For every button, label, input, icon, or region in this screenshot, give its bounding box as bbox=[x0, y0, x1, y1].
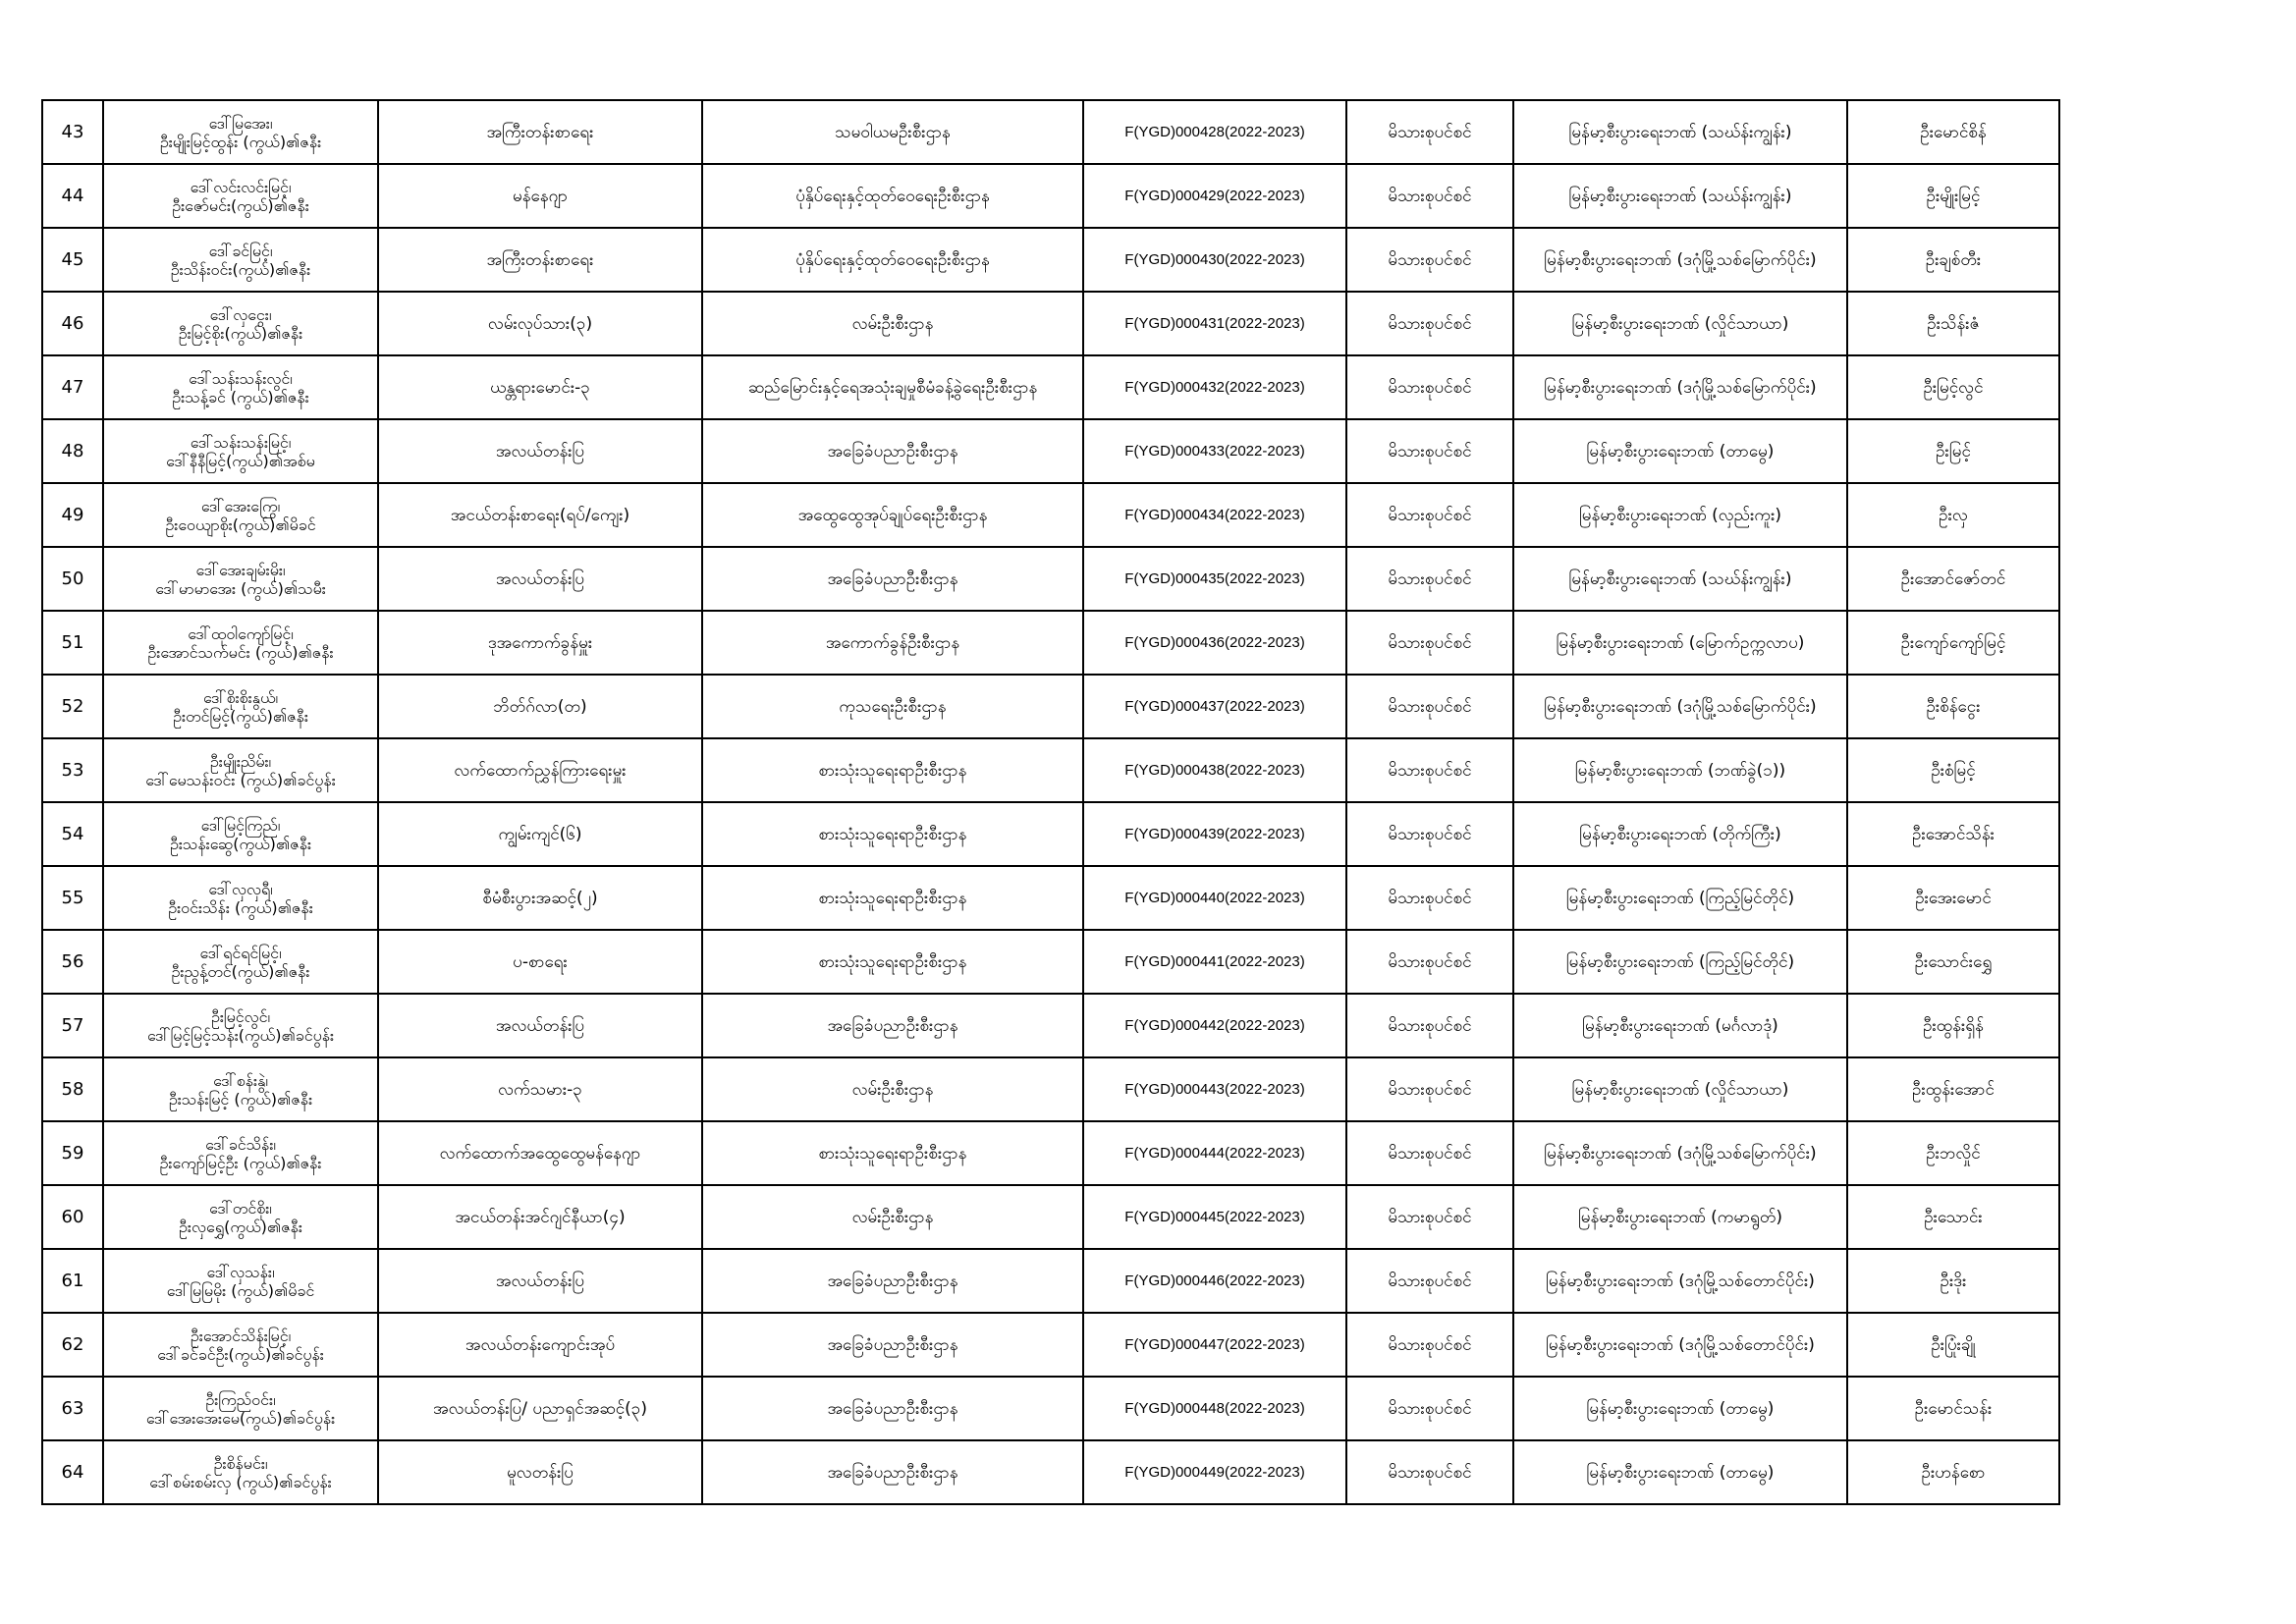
deceased-relation-line: ဒေါ်ခင်ခင်ဦး(ကွယ်)၏ခင်ပွန်း bbox=[157, 1344, 324, 1364]
pension-type-cell: မိသားစုပင်စင် bbox=[1346, 1185, 1513, 1249]
position-cell: အငယ်တန်းစာရေး(ရပ်/ကျေး) bbox=[378, 483, 702, 547]
file-number-cell: F(YGD)000429(2022-2023) bbox=[1083, 164, 1346, 228]
table-row bbox=[42, 228, 2059, 292]
department-cell: အခြေခံပညာဦးစီးဌာန bbox=[702, 1440, 1083, 1504]
pensioner-name-cell bbox=[103, 355, 378, 419]
row-number-cell: 43 bbox=[42, 100, 103, 164]
file-number-cell: F(YGD)000437(2022-2023) bbox=[1083, 675, 1346, 738]
pension-type-cell: မိသားစုပင်စင် bbox=[1346, 738, 1513, 802]
pension-type-cell: မိသားစုပင်စင် bbox=[1346, 292, 1513, 355]
payment-bank-cell: မြန်မာ့စီးပွားရေးဘဏ် (မင်္ဂလာဒုံ) bbox=[1513, 994, 1847, 1057]
pensioner-name-line: ဒေါ်ခင်မြင့်၊ bbox=[208, 241, 273, 260]
position-cell: ယန္တရားမောင်း-၃ bbox=[378, 355, 702, 419]
row-number-cell: 52 bbox=[42, 675, 103, 738]
table-body bbox=[42, 100, 2059, 1504]
pensioner-name-cell bbox=[103, 802, 378, 866]
pension-type-cell: မိသားစုပင်စင် bbox=[1346, 1313, 1513, 1377]
pensioner-name-cell bbox=[103, 419, 378, 483]
guardian-name-cell: ဦးသိန်းဇံ bbox=[1847, 292, 2059, 355]
row-number-cell: 63 bbox=[42, 1377, 103, 1440]
file-number-cell: F(YGD)000446(2022-2023) bbox=[1083, 1249, 1346, 1313]
table-row bbox=[42, 866, 2059, 930]
table-row bbox=[42, 611, 2059, 675]
pensioner-name-line: ဦးကြည်ဝင်း၊ bbox=[205, 1389, 276, 1409]
department-cell: ကုသရေးဦးစီးဌာန bbox=[702, 675, 1083, 738]
table-row bbox=[42, 419, 2059, 483]
pensioner-name-cell bbox=[103, 930, 378, 994]
pensioner-name-line: ဒေါ်ခင်သိန်း၊ bbox=[205, 1134, 276, 1154]
payment-bank-cell: မြန်မာ့စီးပွားရေးဘဏ် (သဃ်န်းကျွန်း) bbox=[1513, 547, 1847, 611]
position-cell: မူလတန်းပြ bbox=[378, 1440, 702, 1504]
pensioner-name-cell bbox=[103, 100, 378, 164]
pensioner-name-line: ဒေါ်စန်းနွဲ၊ bbox=[213, 1070, 268, 1090]
deceased-relation-line: ဒေါ်မြမြမိုး (ကွယ်)၏မိခင် bbox=[166, 1280, 315, 1300]
row-number-cell: 55 bbox=[42, 866, 103, 930]
file-number-cell: F(YGD)000438(2022-2023) bbox=[1083, 738, 1346, 802]
pensioner-name-line: ဒေါ်ရင်ရင်မြင့်၊ bbox=[199, 943, 282, 962]
position-cell: လမ်းလုပ်သား(၃) bbox=[378, 292, 702, 355]
deceased-relation-line: ဦးသိန်းဝင်း(ကွယ်)၏ဇနီး bbox=[170, 259, 311, 279]
pensioner-name-cell bbox=[103, 611, 378, 675]
payment-bank-cell: မြန်မာ့စီးပွားရေးဘဏ် (တာမွေ) bbox=[1513, 1377, 1847, 1440]
pensioner-name-line: ဒေါ်ထုဝါကျော်မြင့်၊ bbox=[188, 623, 294, 643]
pensioner-name-line: ဒေါ်မြင့်ကြည်၊ bbox=[200, 815, 281, 835]
row-number-cell: 47 bbox=[42, 355, 103, 419]
row-number-cell: 62 bbox=[42, 1313, 103, 1377]
deceased-relation-line: ဦးသန့်ခင် (ကွယ်)၏ဇနီး bbox=[172, 387, 309, 406]
department-cell: လမ်းဦးစီးဌာန bbox=[702, 292, 1083, 355]
pensioner-name-line: ဒေါ်လှလှရီ၊ bbox=[208, 879, 273, 898]
pensioner-name-cell bbox=[103, 1440, 378, 1504]
file-number-cell: F(YGD)000449(2022-2023) bbox=[1083, 1440, 1346, 1504]
file-number-cell: F(YGD)000448(2022-2023) bbox=[1083, 1377, 1346, 1440]
pensioner-name-line: ဦးအောင်သိန်းမြင့်၊ bbox=[190, 1326, 292, 1345]
deceased-relation-line: ဦးလှရွှေ(ကွယ်)၏ဇနီး bbox=[179, 1217, 302, 1236]
guardian-name-cell: ဦးမောင်စိန် bbox=[1847, 100, 2059, 164]
pensioner-name-cell bbox=[103, 1377, 378, 1440]
pensioner-name-cell bbox=[103, 866, 378, 930]
file-number-cell: F(YGD)000441(2022-2023) bbox=[1083, 930, 1346, 994]
deceased-relation-line: ဒေါ်မာမာအေး (ကွယ်)၏သမီး bbox=[155, 578, 326, 598]
row-number-cell: 44 bbox=[42, 164, 103, 228]
position-cell: အလယ်တန်းပြ bbox=[378, 547, 702, 611]
table-row bbox=[42, 1440, 2059, 1504]
pensioner-name-line: ဒေါ်အေးချမ်းမိုး၊ bbox=[195, 560, 286, 579]
deceased-relation-line: ဒေါ်မြင့်မြင့်သန်း(ကွယ်)၏ခင်ပွန်း bbox=[146, 1025, 335, 1045]
pension-register-table bbox=[41, 99, 2060, 1505]
file-number-cell: F(YGD)000432(2022-2023) bbox=[1083, 355, 1346, 419]
deceased-relation-line: ဦးအောင်သက်မင်း (ကွယ်)၏ဇနီး bbox=[147, 642, 334, 662]
guardian-name-cell: ဦးကျော်ကျော်မြင့် bbox=[1847, 611, 2059, 675]
payment-bank-cell: မြန်မာ့စီးပွားရေးဘဏ် (တာမွေ) bbox=[1513, 1440, 1847, 1504]
row-number-cell: 46 bbox=[42, 292, 103, 355]
deceased-relation-line: ဒေါ်နီနီမြင့်(ကွယ်)၏အစ်မ bbox=[166, 451, 315, 470]
pension-type-cell: မိသားစုပင်စင် bbox=[1346, 547, 1513, 611]
department-cell: အထွေထွေအုပ်ချုပ်ရေးဦးစီးဌာန bbox=[702, 483, 1083, 547]
deceased-relation-line: ဒေါ်အေးအေးမေ(ကွယ်)၏ခင်ပွန်း bbox=[145, 1408, 336, 1428]
pension-type-cell: မိသားစုပင်စင် bbox=[1346, 483, 1513, 547]
position-cell: အလယ်တန်းပြ bbox=[378, 994, 702, 1057]
department-cell: လမ်းဦးစီးဌာန bbox=[702, 1057, 1083, 1121]
department-cell: စားသုံးသူရေးရာဦးစီးဌာန bbox=[702, 738, 1083, 802]
file-number-cell: F(YGD)000433(2022-2023) bbox=[1083, 419, 1346, 483]
deceased-relation-line: ဦးမြင့်စိုး(ကွယ်)၏ဇနီး bbox=[178, 323, 303, 343]
table-row bbox=[42, 1057, 2059, 1121]
pension-type-cell: မိသားစုပင်စင် bbox=[1346, 1377, 1513, 1440]
pensioner-name-line: ဒေါ်စိုးစိုးနွယ်၊ bbox=[202, 687, 279, 707]
department-cell: အခြေခံပညာဦးစီးဌာန bbox=[702, 1313, 1083, 1377]
department-cell: လမ်းဦးစီးဌာန bbox=[702, 1185, 1083, 1249]
row-number-cell: 45 bbox=[42, 228, 103, 292]
payment-bank-cell: မြန်မာ့စီးပွားရေးဘဏ် (ဒဂုံမြို့သစ်မြောက်ပိုင်း) bbox=[1513, 355, 1847, 419]
file-number-cell: F(YGD)000445(2022-2023) bbox=[1083, 1185, 1346, 1249]
table-row bbox=[42, 930, 2059, 994]
deceased-relation-line: ဦးကျော်မြင့်ဦး (ကွယ်)၏ဇနီး bbox=[159, 1153, 322, 1172]
payment-bank-cell: မြန်မာ့စီးပွားရေးဘဏ် (သဃ်န်းကျွန်း) bbox=[1513, 100, 1847, 164]
department-cell: အခြေခံပညာဦးစီးဌာန bbox=[702, 1249, 1083, 1313]
guardian-name-cell: ဦးမျိုးမြင့် bbox=[1847, 164, 2059, 228]
payment-bank-cell: မြန်မာ့စီးပွားရေးဘဏ် (တိုက်ကြီး) bbox=[1513, 802, 1847, 866]
table-row bbox=[42, 164, 2059, 228]
row-number-cell: 48 bbox=[42, 419, 103, 483]
payment-bank-cell: မြန်မာ့စီးပွားရေးဘဏ် (မြောက်ဥက္ကလာပ) bbox=[1513, 611, 1847, 675]
pension-type-cell: မိသားစုပင်စင် bbox=[1346, 994, 1513, 1057]
payment-bank-cell: မြန်မာ့စီးပွားရေးဘဏ် (ကြည့်မြင်တိုင်) bbox=[1513, 866, 1847, 930]
pension-type-cell: မိသားစုပင်စင် bbox=[1346, 355, 1513, 419]
table-row bbox=[42, 292, 2059, 355]
guardian-name-cell: ဦးပြုံးချို bbox=[1847, 1313, 2059, 1377]
payment-bank-cell: မြန်မာ့စီးပွားရေးဘဏ် (လှည်းကူး) bbox=[1513, 483, 1847, 547]
position-cell: လက်ထောက်ညွှန်ကြားရေးမှူး bbox=[378, 738, 702, 802]
department-cell: စားသုံးသူရေးရာဦးစီးဌာန bbox=[702, 1121, 1083, 1185]
row-number-cell: 64 bbox=[42, 1440, 103, 1504]
pensioner-name-cell bbox=[103, 547, 378, 611]
pension-type-cell: မိသားစုပင်စင် bbox=[1346, 802, 1513, 866]
department-cell: အကောက်ခွန်ဦးစီးဌာန bbox=[702, 611, 1083, 675]
row-number-cell: 56 bbox=[42, 930, 103, 994]
department-cell: စားသုံးသူရေးရာဦးစီးဌာန bbox=[702, 866, 1083, 930]
pension-type-cell: မိသားစုပင်စင် bbox=[1346, 228, 1513, 292]
row-number-cell: 57 bbox=[42, 994, 103, 1057]
payment-bank-cell: မြန်မာ့စီးပွားရေးဘဏ် (ဘဏ်ခွဲ(၁)) bbox=[1513, 738, 1847, 802]
pensioner-name-line: ဒေါ်လှသန်း၊ bbox=[206, 1262, 275, 1281]
pension-type-cell: မိသားစုပင်စင် bbox=[1346, 866, 1513, 930]
position-cell: အငယ်တန်းအင်ဂျင်နီယာ(၄) bbox=[378, 1185, 702, 1249]
department-cell: အခြေခံပညာဦးစီးဌာန bbox=[702, 547, 1083, 611]
file-number-cell: F(YGD)000439(2022-2023) bbox=[1083, 802, 1346, 866]
pension-type-cell: မိသားစုပင်စင် bbox=[1346, 164, 1513, 228]
department-cell: အခြေခံပညာဦးစီးဌာန bbox=[702, 419, 1083, 483]
position-cell: အလယ်တန်းပြ/ ပညာရှင်အဆင့်(၃) bbox=[378, 1377, 702, 1440]
pensioner-name-cell bbox=[103, 1249, 378, 1313]
pensioner-name-line: ဒေါ်သန်းသန်းလွင်၊ bbox=[189, 368, 293, 388]
row-number-cell: 54 bbox=[42, 802, 103, 866]
guardian-name-cell: ဦးမြင့် bbox=[1847, 419, 2059, 483]
position-cell: မန်နေဂျာ bbox=[378, 164, 702, 228]
position-cell: စီမံစီးပွားအဆင့်(၂) bbox=[378, 866, 702, 930]
pensioner-name-cell bbox=[103, 1313, 378, 1377]
department-cell: ပုံနှိပ်ရေးနှင့်ထုတ်ဝေရေးဦးစီးဌာန bbox=[702, 164, 1083, 228]
pensioner-name-line: ဒေါ်လှငွေး၊ bbox=[209, 304, 272, 324]
guardian-name-cell: ဦးအေးမောင် bbox=[1847, 866, 2059, 930]
file-number-cell: F(YGD)000447(2022-2023) bbox=[1083, 1313, 1346, 1377]
payment-bank-cell: မြန်မာ့စီးပွားရေးဘဏ် (ဒဂုံမြို့သစ်မြောက်ပိုင်း) bbox=[1513, 1121, 1847, 1185]
table-row bbox=[42, 1377, 2059, 1440]
pension-type-cell: မိသားစုပင်စင် bbox=[1346, 1249, 1513, 1313]
department-cell: အခြေခံပညာဦးစီးဌာန bbox=[702, 1377, 1083, 1440]
payment-bank-cell: မြန်မာ့စီးပွားရေးဘဏ် (ဒဂုံမြို့သစ်မြောက်ပိုင်း) bbox=[1513, 228, 1847, 292]
pensioner-name-cell bbox=[103, 994, 378, 1057]
row-number-cell: 58 bbox=[42, 1057, 103, 1121]
pension-type-cell: မိသားစုပင်စင် bbox=[1346, 930, 1513, 994]
position-cell: အကြီးတန်းစာရေး bbox=[378, 228, 702, 292]
table-row bbox=[42, 1185, 2059, 1249]
deceased-relation-line: ဦးသန်းဆွေ(ကွယ်)၏ဇနီး bbox=[169, 834, 312, 853]
guardian-name-cell: ဦးဘလှိုင် bbox=[1847, 1121, 2059, 1185]
table-row bbox=[42, 675, 2059, 738]
pensioner-name-line: ဒေါ်မြအေး၊ bbox=[208, 113, 273, 133]
file-number-cell: F(YGD)000428(2022-2023) bbox=[1083, 100, 1346, 164]
table-row bbox=[42, 1249, 2059, 1313]
position-cell: အကြီးတန်းစာရေး bbox=[378, 100, 702, 164]
department-cell: ပုံနှိပ်ရေးနှင့်ထုတ်ဝေရေးဦးစီးဌာန bbox=[702, 228, 1083, 292]
file-number-cell: F(YGD)000435(2022-2023) bbox=[1083, 547, 1346, 611]
deceased-relation-line: ဒေါ်စမ်းစမ်းလှ (ကွယ်)၏ခင်ပွန်း bbox=[149, 1472, 332, 1491]
pensioner-name-cell bbox=[103, 483, 378, 547]
pension-type-cell: မိသားစုပင်စင် bbox=[1346, 1440, 1513, 1504]
payment-bank-cell: မြန်မာ့စီးပွားရေးဘဏ် (ကြည့်မြင်တိုင်) bbox=[1513, 930, 1847, 994]
pensioner-name-cell bbox=[103, 228, 378, 292]
guardian-name-cell: ဦးထွန်းရှိန် bbox=[1847, 994, 2059, 1057]
guardian-name-cell: ဦးစံမြင့် bbox=[1847, 738, 2059, 802]
file-number-cell: F(YGD)000440(2022-2023) bbox=[1083, 866, 1346, 930]
position-cell: ဒုအကောက်ခွန်မှူး bbox=[378, 611, 702, 675]
payment-bank-cell: မြန်မာ့စီးပွားရေးဘဏ် (လှိုင်သာယာ) bbox=[1513, 1057, 1847, 1121]
deceased-relation-line: ဦးညွန့်တင်(ကွယ်)၏ဇနီး bbox=[171, 961, 310, 981]
table-row bbox=[42, 547, 2059, 611]
deceased-relation-line: ဦးတင်မြင့်(ကွယ်)၏ဇနီး bbox=[173, 706, 308, 726]
pensioner-name-line: ဒေါ်သန်းသန်းမြင့်၊ bbox=[190, 432, 292, 452]
position-cell: ကျွမ်းကျင်(၆) bbox=[378, 802, 702, 866]
guardian-name-cell: ဦးအောင်ဇော်တင် bbox=[1847, 547, 2059, 611]
guardian-name-cell: ဦးအောင်သိန်း bbox=[1847, 802, 2059, 866]
table-row bbox=[42, 1313, 2059, 1377]
file-number-cell: F(YGD)000434(2022-2023) bbox=[1083, 483, 1346, 547]
pensioner-name-line: ဦးစိန်မင်း၊ bbox=[213, 1453, 268, 1473]
row-number-cell: 60 bbox=[42, 1185, 103, 1249]
pensioner-name-cell bbox=[103, 1185, 378, 1249]
pensioner-name-cell bbox=[103, 1121, 378, 1185]
row-number-cell: 50 bbox=[42, 547, 103, 611]
guardian-name-cell: ဦးဟန်စော bbox=[1847, 1440, 2059, 1504]
pension-type-cell: မိသားစုပင်စင် bbox=[1346, 100, 1513, 164]
pensioner-name-cell bbox=[103, 292, 378, 355]
file-number-cell: F(YGD)000442(2022-2023) bbox=[1083, 994, 1346, 1057]
deceased-relation-line: ဦးဝင်းသိန်း (ကွယ်)၏ဇနီး bbox=[168, 897, 313, 917]
table-row bbox=[42, 738, 2059, 802]
table-row bbox=[42, 994, 2059, 1057]
table-row bbox=[42, 355, 2059, 419]
department-cell: သမဝါယမဦးစီးဌာန bbox=[702, 100, 1083, 164]
pensioner-name-line: ဦးမြင့်လွင်၊ bbox=[210, 1006, 271, 1026]
row-number-cell: 51 bbox=[42, 611, 103, 675]
guardian-name-cell: ဦးချစ်တီး bbox=[1847, 228, 2059, 292]
deceased-relation-line: ဦးသန်းမြင့် (ကွယ်)၏ဇနီး bbox=[168, 1089, 313, 1109]
pension-type-cell: မိသားစုပင်စင် bbox=[1346, 1121, 1513, 1185]
pensioner-name-line: ဒေါ်တင်စိုး၊ bbox=[209, 1198, 272, 1218]
deceased-relation-line: ဦးဝေယျာစိုး(ကွယ်)၏မိခင် bbox=[165, 514, 316, 534]
payment-bank-cell: မြန်မာ့စီးပွားရေးဘဏ် (ဒဂုံမြို့သစ်တောင်ပိုင်း) bbox=[1513, 1313, 1847, 1377]
payment-bank-cell: မြန်မာ့စီးပွားရေးဘဏ် (သဃ်န်းကျွန်း) bbox=[1513, 164, 1847, 228]
pension-type-cell: မိသားစုပင်စင် bbox=[1346, 1057, 1513, 1121]
payment-bank-cell: မြန်မာ့စီးပွားရေးဘဏ် (ကမာရွတ်) bbox=[1513, 1185, 1847, 1249]
deceased-relation-line: ဦးမျိုးမြင့်ထွန်း (ကွယ်)၏ဇနီး bbox=[159, 132, 322, 151]
file-number-cell: F(YGD)000444(2022-2023) bbox=[1083, 1121, 1346, 1185]
guardian-name-cell: ဦးမြင့်လွင် bbox=[1847, 355, 2059, 419]
payment-bank-cell: မြန်မာ့စီးပွားရေးဘဏ် (ဒဂုံမြို့သစ်တောင်ပိုင်း) bbox=[1513, 1249, 1847, 1313]
row-number-cell: 59 bbox=[42, 1121, 103, 1185]
guardian-name-cell: ဦးစိန်ငွေး bbox=[1847, 675, 2059, 738]
department-cell: စားသုံးသူရေးရာဦးစီးဌာန bbox=[702, 802, 1083, 866]
file-number-cell: F(YGD)000430(2022-2023) bbox=[1083, 228, 1346, 292]
payment-bank-cell: မြန်မာ့စီးပွားရေးဘဏ် (တာမွေ) bbox=[1513, 419, 1847, 483]
pensioner-name-cell bbox=[103, 1057, 378, 1121]
position-cell: လက်ထောက်အထွေထွေမန်နေဂျာ bbox=[378, 1121, 702, 1185]
pensioner-name-cell bbox=[103, 164, 378, 228]
guardian-name-cell: ဦးဒိုး bbox=[1847, 1249, 2059, 1313]
pensioner-name-line: ဒေါ်လင်းလင်းမြင့်၊ bbox=[190, 177, 292, 196]
position-cell: ဘိတ်ဂ်လာ(တ) bbox=[378, 675, 702, 738]
position-cell: အလယ်တန်းပြ bbox=[378, 1249, 702, 1313]
pensioner-name-line: ဦးမျိုးညိမ်း၊ bbox=[209, 751, 272, 771]
pension-type-cell: မိသားစုပင်စင် bbox=[1346, 419, 1513, 483]
position-cell: ပ-စာရေး bbox=[378, 930, 702, 994]
pensioner-name-cell bbox=[103, 675, 378, 738]
table-row bbox=[42, 100, 2059, 164]
department-cell: အခြေခံပညာဦးစီးဌာန bbox=[702, 994, 1083, 1057]
guardian-name-cell: ဦးမောင်သန်း bbox=[1847, 1377, 2059, 1440]
position-cell: လက်သမား-၃ bbox=[378, 1057, 702, 1121]
position-cell: အလယ်တန်းပြ bbox=[378, 419, 702, 483]
file-number-cell: F(YGD)000431(2022-2023) bbox=[1083, 292, 1346, 355]
table-row bbox=[42, 802, 2059, 866]
table-row bbox=[42, 1121, 2059, 1185]
table-row bbox=[42, 483, 2059, 547]
guardian-name-cell: ဦးထွန်းအောင် bbox=[1847, 1057, 2059, 1121]
payment-bank-cell: မြန်မာ့စီးပွားရေးဘဏ် (ဒဂုံမြို့သစ်မြောက်ပိုင်း) bbox=[1513, 675, 1847, 738]
guardian-name-cell: ဦးသောင်း bbox=[1847, 1185, 2059, 1249]
row-number-cell: 61 bbox=[42, 1249, 103, 1313]
pensioner-name-cell bbox=[103, 738, 378, 802]
payment-bank-cell: မြန်မာ့စီးပွားရေးဘဏ် (လှိုင်သာယာ) bbox=[1513, 292, 1847, 355]
row-number-cell: 53 bbox=[42, 738, 103, 802]
guardian-name-cell: ဦးလှ bbox=[1847, 483, 2059, 547]
pension-type-cell: မိသားစုပင်စင် bbox=[1346, 675, 1513, 738]
deceased-relation-line: ဦးဇော်မင်း(ကွယ်)၏ဇနီး bbox=[172, 195, 309, 215]
department-cell: စားသုံးသူရေးရာဦးစီးဌာန bbox=[702, 930, 1083, 994]
pension-type-cell: မိသားစုပင်စင် bbox=[1346, 611, 1513, 675]
deceased-relation-line: ဒေါ်မေသန်းဝင်း (ကွယ်)၏ခင်ပွန်း bbox=[145, 770, 336, 789]
row-number-cell: 49 bbox=[42, 483, 103, 547]
pensioner-name-line: ဒေါ်အေးကြွေ၊ bbox=[200, 496, 281, 515]
department-cell: ဆည်မြောင်းနှင့်ရေအသုံးချမှုစီမံခန့်ခွဲရေးဦးစီးဌာန bbox=[702, 355, 1083, 419]
file-number-cell: F(YGD)000436(2022-2023) bbox=[1083, 611, 1346, 675]
file-number-cell: F(YGD)000443(2022-2023) bbox=[1083, 1057, 1346, 1121]
guardian-name-cell: ဦးသောင်းရွှေ bbox=[1847, 930, 2059, 994]
position-cell: အလယ်တန်းကျောင်းအုပ် bbox=[378, 1313, 702, 1377]
